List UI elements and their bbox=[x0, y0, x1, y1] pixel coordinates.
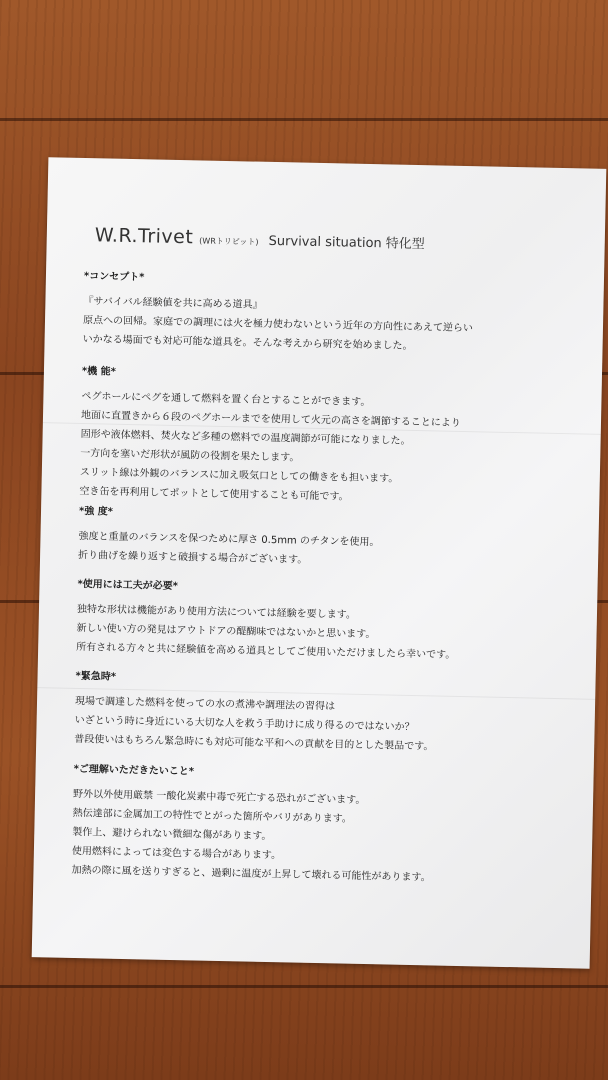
section-line: 熱伝達部に金属加工の特性でとがった箇所やバリがあります。 bbox=[72, 807, 352, 825]
section-line: 『サバイバル経験値を共に高める道具』 bbox=[83, 296, 263, 311]
section-function bbox=[79, 363, 582, 511]
subtitle-japanese: 特化型 bbox=[385, 236, 425, 253]
section-line: 所有される方々と共に経験値を高める道具としてご使用いただけましたら幸いです。 bbox=[76, 641, 456, 661]
floor-plank-seam bbox=[0, 118, 608, 121]
section-line: 一方向を塞いだ形状が風防の役割を果たします。 bbox=[80, 447, 300, 464]
product-name-reading: (WRトリビット) bbox=[199, 236, 259, 247]
section-line: 独特な形状は機能があり使用方法については経験を要します。 bbox=[76, 603, 357, 621]
section-line: 強度と重量のバランスを保つために厚さ 0.5mm のチタンを使用。 bbox=[78, 530, 380, 549]
section-line: 使用燃料によっては変色する場合があります。 bbox=[71, 845, 282, 862]
section-line: 地面に直置きから６段のペグホールまでを使用して火元の高さを調節することにより bbox=[80, 409, 461, 429]
section-line: スリット線は外観のバランスに加え吸気口としての働きをも担います。 bbox=[79, 466, 399, 485]
section-line: 現場で調達した燃料を使っての水の煮沸や調理法の習得は bbox=[74, 695, 336, 713]
section-line: ペグホールにペグを通して燃料を置く台とすることができます。 bbox=[81, 390, 371, 409]
floor-plank-seam bbox=[0, 985, 608, 988]
section-line: 折り曲げを繰り返すと破損する場合がございます。 bbox=[77, 549, 308, 566]
section-line: 加熱の際に風を送りすぎると、過剰に温度が上昇して壊れる可能性があります。 bbox=[71, 864, 431, 884]
section-line: いかなる場面でも対応可能な道具を。そんな考えから研究を始めました。 bbox=[82, 334, 413, 352]
section-heading: *コンセプト* bbox=[83, 271, 145, 284]
section-line: 原点への回帰。家庭での調理には火を極力使わないという近年の方向性にあえて逆らい bbox=[82, 315, 474, 335]
section-heading: *ご理解いただきたいこと* bbox=[73, 763, 195, 778]
section-line: 空き缶を再利用してポットとして使用することも可能です。 bbox=[79, 485, 349, 503]
section-heading: *使用には工夫が必要* bbox=[77, 578, 179, 593]
section-notice bbox=[71, 761, 573, 890]
section-line: いざという時に身近にいる大切な人を救う手助けに成り得るのではないか？ bbox=[74, 714, 415, 734]
section-usage bbox=[76, 576, 578, 667]
section-line: 普段使いはもちろん緊急時にも対応可能な平和への貢献を目的とした製品です。 bbox=[74, 733, 434, 753]
section-line: 製作上、避けられない微細な傷があります。 bbox=[72, 826, 272, 843]
instruction-sheet bbox=[32, 157, 607, 969]
subtitle-english: Survival situation bbox=[268, 233, 382, 252]
section-line: 固形や液体燃料、焚火など多種の燃料での温度調節が可能になりました。 bbox=[80, 428, 411, 447]
section-concept bbox=[82, 268, 584, 359]
product-name: W.R.Trivet bbox=[94, 224, 194, 249]
section-line: 新しい使い方の発見はアウトドアの醍醐味ではないかと思います。 bbox=[76, 622, 376, 641]
section-heading: *緊急時* bbox=[75, 670, 117, 683]
section-heading: *機 能* bbox=[81, 365, 117, 378]
section-heading: *強 度* bbox=[78, 505, 114, 518]
document-title bbox=[95, 224, 425, 253]
section-emergency bbox=[74, 668, 576, 759]
section-strength bbox=[78, 503, 579, 575]
section-line: 野外以外使用厳禁 一酸化炭素中毒で死亡する恐れがございます。 bbox=[72, 788, 366, 807]
